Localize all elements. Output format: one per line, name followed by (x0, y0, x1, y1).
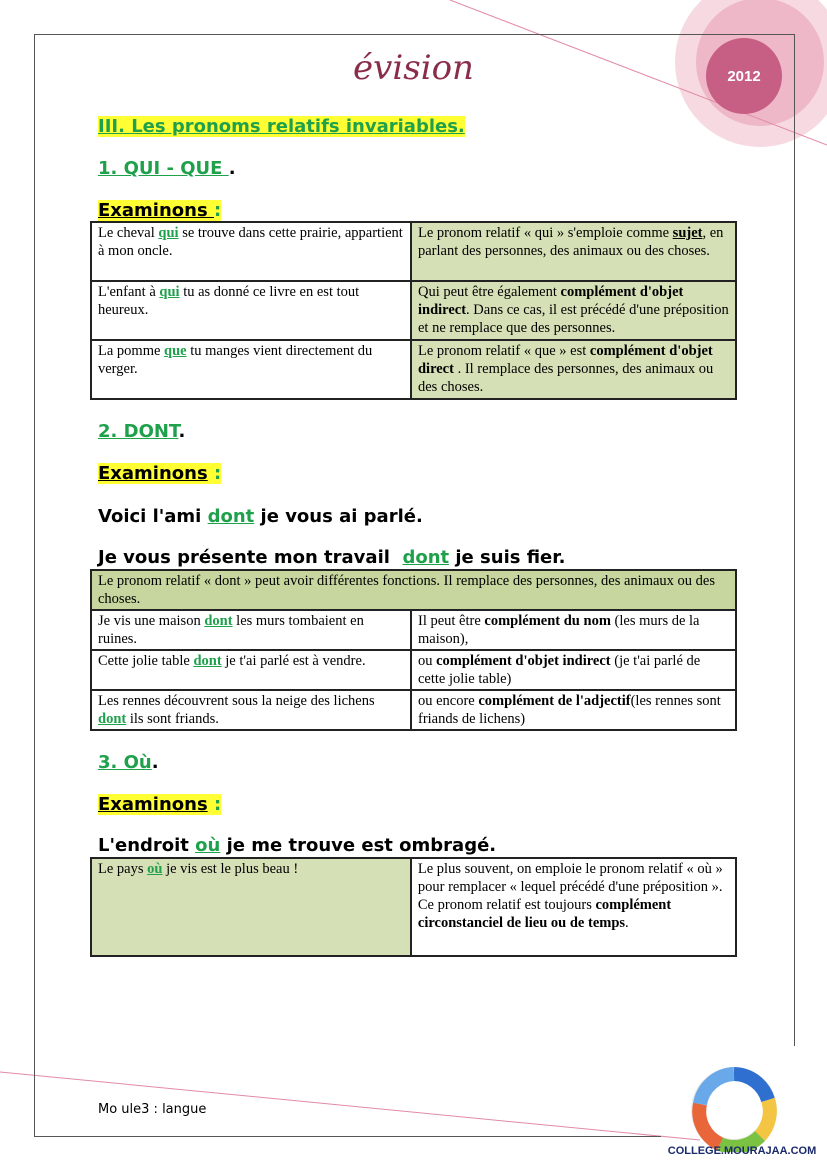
table-cell-example: L'enfant à qui tu as donné ce livre en est tout heureux. (91, 281, 411, 340)
table-row (91, 340, 736, 399)
table-row (91, 858, 736, 956)
subsection-dont-dot: . (178, 421, 186, 442)
table-cell-explanation: ou encore complément de l'adjectif(les rennes sont friands de lichens) (411, 690, 736, 730)
examinons-2-label: Examinons (98, 463, 208, 484)
table-header-row (91, 570, 736, 610)
table-row (91, 281, 736, 340)
examinons-3 (98, 794, 221, 815)
examinons-1 (98, 200, 221, 221)
table-qui-que (90, 221, 737, 400)
subsection-qui-que (98, 158, 236, 179)
table-cell-example: Le cheval qui se trouve dans cette prairie, appartient à mon oncle. (91, 222, 411, 281)
table-dont (90, 569, 737, 731)
examinons-3-label: Examinons (98, 794, 208, 815)
examinons-2-colon: : (207, 463, 222, 484)
subsection-ou-title: 3. Où (98, 752, 152, 773)
subsection-qui-que-title: 1. QUI - QUE (98, 158, 229, 179)
examinons-1-label: Examinons (98, 200, 214, 221)
table-ou (90, 857, 737, 957)
logo-caption: COLLEGE.MOURAJAA.COM (667, 1145, 817, 1157)
table-cell-intro: Le pronom relatif « dont » peut avoir différentes fonctions. Il remplace des personnes, des animaux ou des choses. (91, 570, 736, 610)
section-title-text: III. Les pronoms relatifs invariables. (98, 116, 465, 137)
examinons-3-colon: : (207, 794, 222, 815)
table-cell-explanation: Le pronom relatif « qui » s'emploie comme sujet, en parlant des personnes, des animaux ou des choses. (411, 222, 736, 281)
subsection-ou (98, 752, 159, 773)
table-cell-example: La pomme que tu manges vient directement du verger. (91, 340, 411, 399)
examinons-1-colon: : (213, 200, 222, 221)
section-title (98, 116, 465, 137)
table-cell-explanation: Il peut être complément du nom (les murs de la maison), (411, 610, 736, 650)
page-frame-right (794, 34, 795, 1046)
year-badge: 2012 (706, 38, 782, 114)
subsection-dont-title: 2. DONT (98, 421, 179, 442)
table-cell-example: Le pays où je vis est le plus beau ! (91, 858, 411, 956)
table-cell-example: Cette jolie table dont je t'ai parlé est à vendre. (91, 650, 411, 690)
table-cell-example: Les rennes découvrent sous la neige des lichens dont ils sont friands. (91, 690, 411, 730)
subsection-dont (98, 421, 185, 442)
example-sentence-dont-1: Voici l'ami dont je vous ai parlé. (98, 506, 423, 527)
subsection-ou-dot: . (151, 752, 159, 773)
page-frame-bottom (34, 1136, 661, 1137)
table-cell-explanation: Qui peut être également complément d'objet indirect. Dans ce cas, il est précédé d'une préposition et ne remplace que des personnes. (411, 281, 736, 340)
footer-text: Mo ule3 : langue (98, 1102, 207, 1117)
example-sentence-ou: L'endroit où je me trouve est ombragé. (98, 835, 497, 856)
table-row (91, 610, 736, 650)
examinons-2 (98, 463, 221, 484)
site-logo (680, 1060, 788, 1152)
table-cell-explanation: Le plus souvent, on emploie le pronom relatif « où » pour remplacer « lequel précédé d'une préposition ». Ce pronom relatif est toujours complément circonstanciel de lieu ou de temps. (411, 858, 736, 956)
example-sentence-dont-2: Je vous présente mon travail dont je suis fier. (98, 547, 566, 568)
table-cell-example: Je vis une maison dont les murs tombaient en ruines. (91, 610, 411, 650)
table-cell-explanation: Le pronom relatif « que » est complément d'objet direct . Il remplace des personnes, des animaux ou des choses. (411, 340, 736, 399)
table-row (91, 690, 736, 730)
page-title: évision (353, 48, 474, 88)
subsection-qui-que-dot: . (228, 158, 236, 179)
table-cell-explanation: ou complément d'objet indirect (je t'ai parlé de cette jolie table) (411, 650, 736, 690)
table-row (91, 650, 736, 690)
table-row (91, 222, 736, 281)
